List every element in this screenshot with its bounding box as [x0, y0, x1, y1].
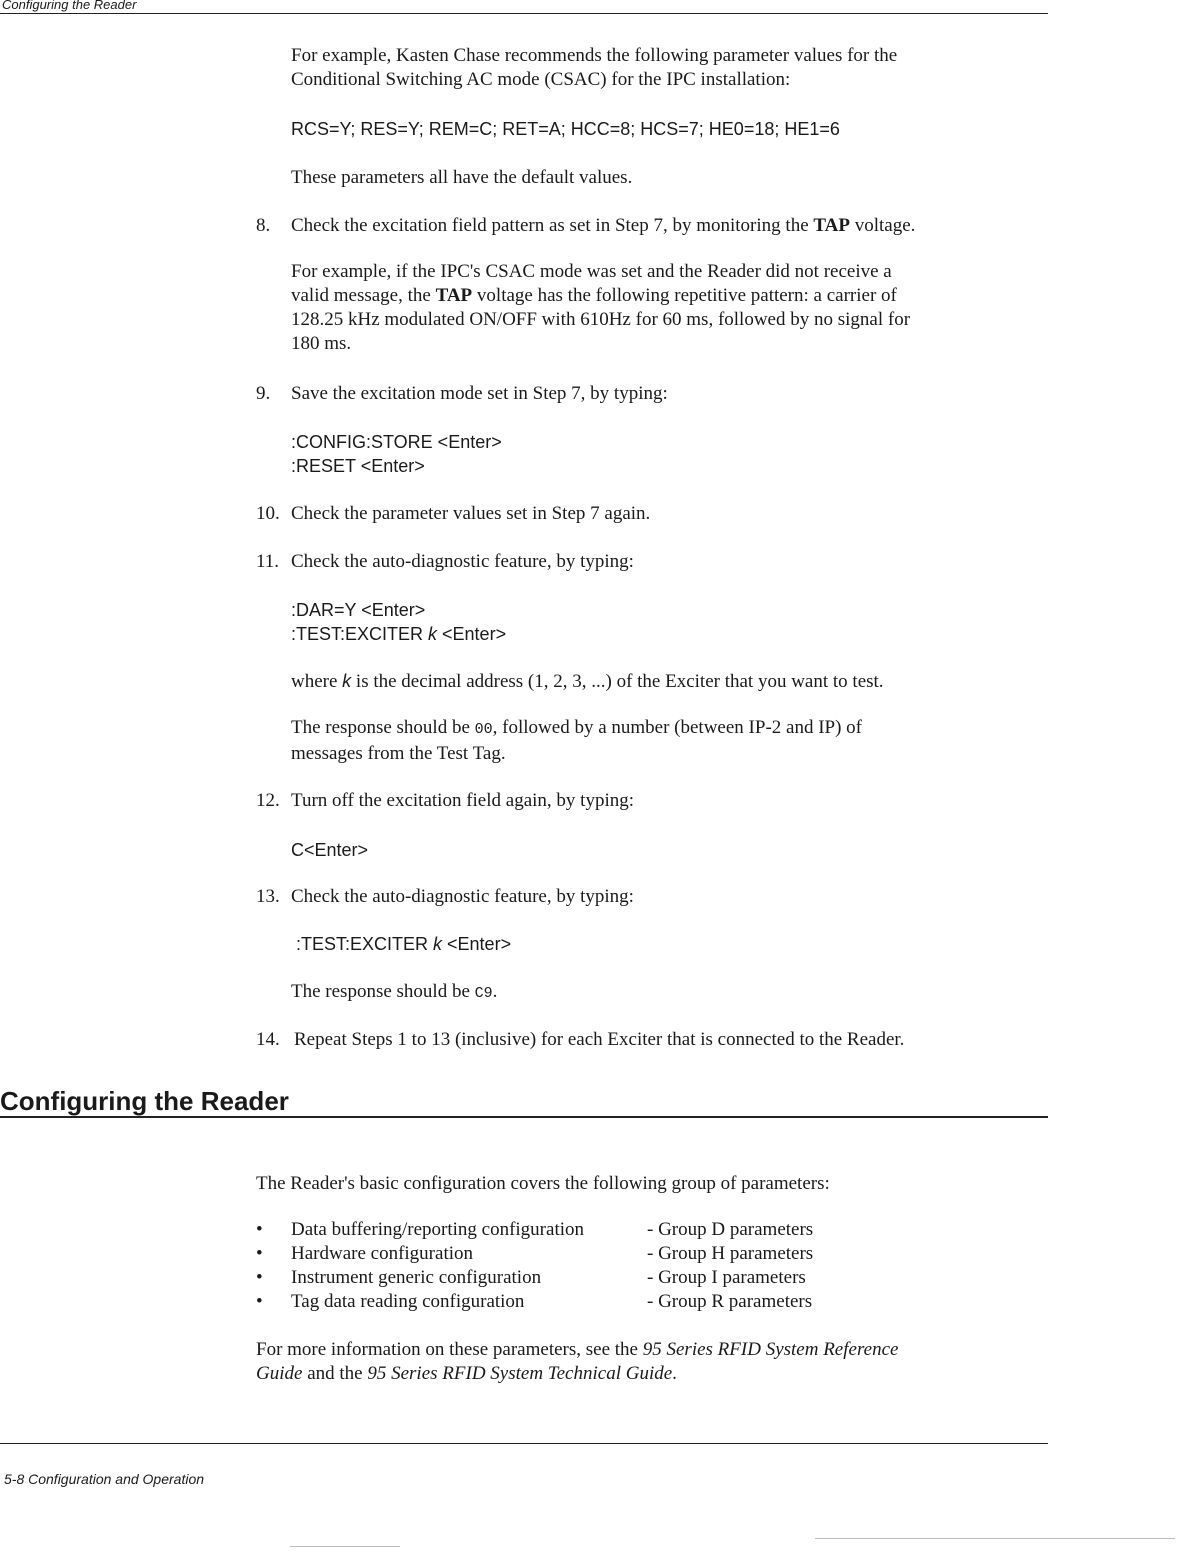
step-11-where-post: is the decimal address (1, 2, 3, ...) of the Exciter that you want to test. [351, 671, 884, 692]
scan-artifact [815, 1538, 1175, 1539]
csac-parameters: RCS=Y; RES=Y; REM=C; RET=A; HCC=8; HCS=7; HE0=18; HE1=6 [291, 119, 840, 139]
step-11-response-pre: The response should be [291, 717, 475, 738]
footer-rule [0, 1443, 1048, 1444]
bullet-group: - Group D parameters [647, 1219, 814, 1240]
step-8-example-line-2 [291, 284, 1051, 308]
step-text-13: Check the auto-diagnostic feature, by typing: [291, 886, 634, 907]
list-item [256, 1290, 1056, 1314]
test-exciter-variable-k: k [428, 624, 438, 644]
reference-guide-title: 95 Series RFID System Reference [642, 1339, 899, 1360]
section-intro: The Reader's basic configuration covers the following group of parameters: [256, 1173, 830, 1194]
step-text-8 [291, 214, 1061, 238]
more-info-line-2 [256, 1362, 1046, 1386]
step-8-text-post: voltage. [849, 215, 916, 236]
step-11-response-post: , followed by a number (between IP-2 and IP) of [492, 717, 862, 738]
scan-artifact [290, 1546, 400, 1547]
step-13-response [291, 980, 1051, 1006]
intro-line-1: For example, Kasten Chase recommends the following parameter values for the [291, 45, 898, 66]
bullet-label: Data buffering/reporting configuration [291, 1219, 584, 1240]
dar-command: :DAR=Y <Enter> [291, 600, 426, 620]
step-text-9: Save the excitation mode set in Step 7, by typing: [291, 383, 668, 404]
step-number-9: 9. [256, 383, 271, 404]
step-number-12: 12. [256, 790, 280, 811]
step-8-example-line-4: 180 ms. [291, 333, 352, 354]
reference-guide-title-end: Guide [256, 1363, 303, 1384]
bullet-label: Instrument generic configuration [291, 1267, 542, 1288]
bullet-icon: • [256, 1243, 263, 1264]
step-11-where [291, 669, 1051, 694]
test-exciter-command-post: <Enter> [437, 624, 507, 644]
page-footer: 5-8 Configuration and Operation [4, 1471, 205, 1487]
test-exciter-command [291, 622, 506, 646]
list-item [256, 1266, 1056, 1290]
step-11-response-line-1 [291, 716, 1051, 742]
step-8-example-line-1: For example, if the IPC's CSAC mode was set and the Reader did not receive a [291, 261, 892, 282]
defaults-note: These parameters all have the default values. [291, 167, 633, 188]
bullet-label: Hardware configuration [291, 1243, 474, 1264]
step-8-example-line-2-post: voltage has the following repetitive pattern: a carrier of [472, 285, 897, 306]
bullet-label: Tag data reading configuration [291, 1291, 525, 1312]
step-13-response-pre: The response should be [291, 981, 475, 1002]
technical-guide-title: 95 Series RFID System Technical Guide [367, 1363, 673, 1384]
step-8-example-tap-label: TAP [435, 285, 473, 306]
bullet-group: - Group I parameters [647, 1267, 806, 1288]
step-text-14: Repeat Steps 1 to 13 (inclusive) for each Exciter that is connected to the Reader. [294, 1029, 905, 1050]
step-number-13: 13. [256, 886, 280, 907]
test-exciter-command-pre: :TEST:EXCITER [291, 624, 429, 644]
running-header: Configuring the Reader [2, 0, 137, 12]
step-9-commands [291, 430, 502, 478]
list-item [256, 1242, 1056, 1266]
config-store-command: :CONFIG:STORE <Enter> [291, 432, 502, 452]
step-11-commands [291, 598, 506, 646]
step-8-example [291, 260, 1051, 356]
step-number-11: 11. [256, 551, 280, 572]
header-rule [0, 13, 1048, 14]
step-11-where-pre: where [291, 671, 343, 692]
clear-command: C<Enter> [291, 840, 369, 860]
bullet-group: - Group H parameters [647, 1243, 814, 1264]
step-11-where-variable-k: k [342, 671, 352, 691]
intro-paragraph [291, 44, 1051, 92]
more-info-post: . [672, 1363, 677, 1384]
step-number-14: 14. [256, 1029, 280, 1050]
reset-command: :RESET <Enter> [291, 456, 425, 476]
response-code-00: 00 [474, 721, 493, 738]
more-info-pre: For more information on these parameters, see the [256, 1339, 643, 1360]
bullet-icon: • [256, 1291, 263, 1312]
step-13-test-command [296, 932, 511, 956]
response-code-c9: C9 [474, 985, 493, 1002]
step-text-12: Turn off the excitation field again, by typing: [291, 790, 635, 811]
step-11-response [291, 716, 1051, 766]
step-8-example-line-3: 128.25 kHz modulated ON/OFF with 610Hz for 60 ms, followed by no signal for [291, 309, 911, 330]
list-item [256, 1218, 1056, 1242]
step-text-10: Check the parameter values set in Step 7 again. [291, 503, 651, 524]
step-13-test-command-post: <Enter> [442, 934, 512, 954]
step-13-variable-k: k [433, 934, 443, 954]
step-8-tap-label: TAP [813, 215, 850, 236]
more-info-paragraph [256, 1338, 1046, 1386]
bullet-icon: • [256, 1219, 263, 1240]
step-number-8: 8. [256, 215, 271, 236]
step-13-test-command-pre: :TEST:EXCITER [296, 934, 434, 954]
more-info-line-1 [256, 1338, 1046, 1362]
step-8-example-line-2-pre: valid message, the [291, 285, 436, 306]
step-13-response-post: . [492, 981, 498, 1002]
section-rule [0, 1116, 1048, 1118]
bullet-icon: • [256, 1267, 263, 1288]
more-info-mid: and the [302, 1363, 368, 1384]
section-title: Configuring the Reader [0, 1086, 289, 1116]
bullet-group: - Group R parameters [647, 1291, 813, 1312]
step-8-text-pre: Check the excitation field pattern as set in Step 7, by monitoring the [291, 215, 814, 236]
step-text-11: Check the auto-diagnostic feature, by typing: [291, 551, 634, 572]
step-11-response-line-2: messages from the Test Tag. [291, 743, 506, 764]
intro-line-2: Conditional Switching AC mode (CSAC) for the IPC installation: [291, 69, 791, 90]
step-number-10: 10. [256, 503, 280, 524]
